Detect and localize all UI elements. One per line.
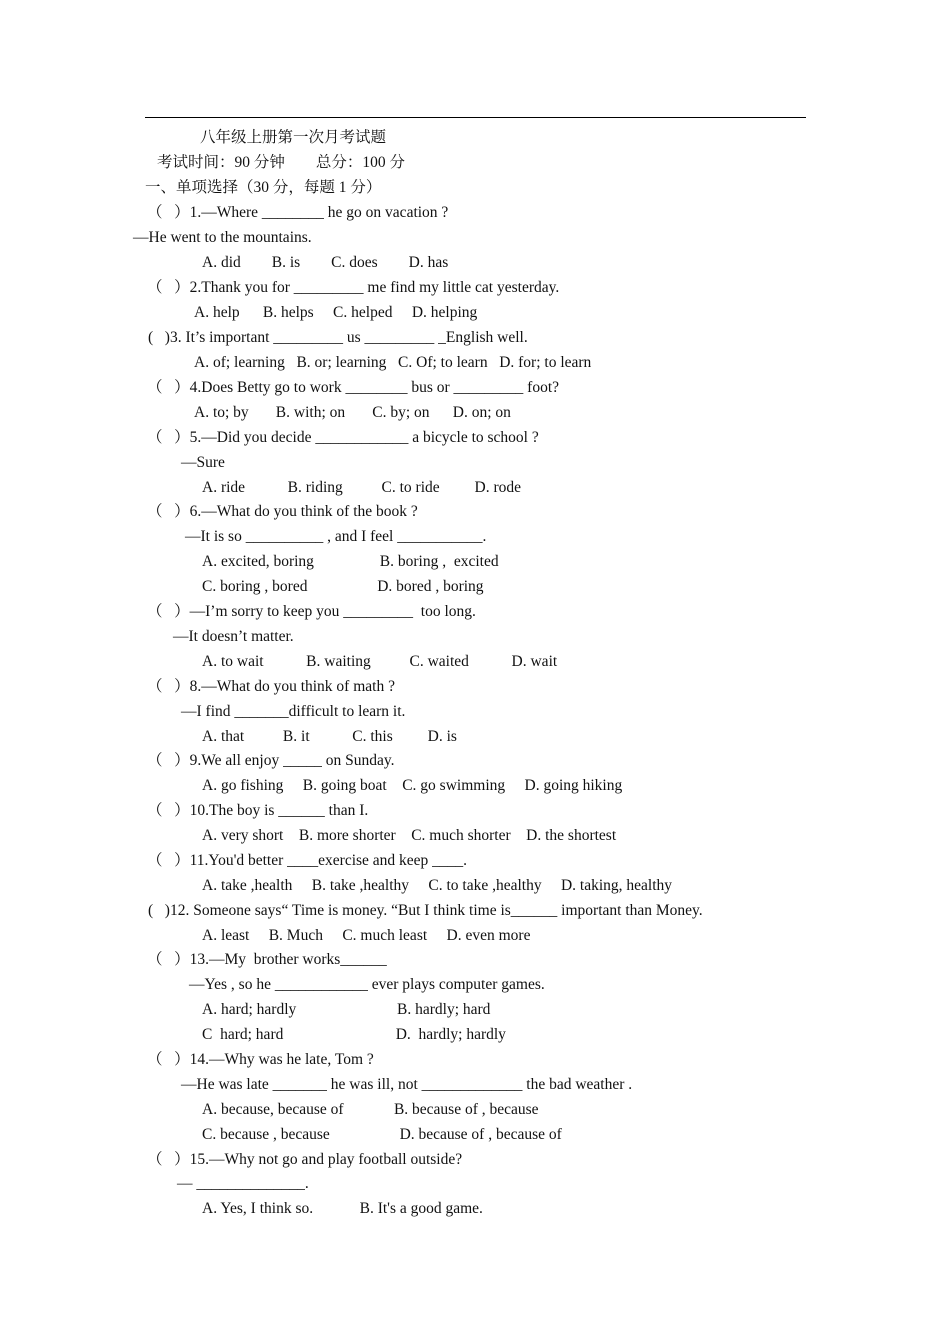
options-line: A. go fishing B. going boat C. go swimming D. going hiking <box>202 777 623 794</box>
options-line: A. excited, boring B. boring , excited <box>202 553 499 570</box>
options-line: A. Yes, I think so. B. It's a good game. <box>202 1200 483 1217</box>
question-line: （ ）14.—Why was he late, Tom ? <box>147 1051 374 1068</box>
question-line: ( )3. It’s important _________ us _________ _English well. <box>148 329 528 346</box>
options-line: A. of; learning B. or; learning C. Of; to learn D. for; to learn <box>194 354 592 371</box>
question-line: —I find _______difficult to learn it. <box>181 703 406 720</box>
options-line: A. that B. it C. this D. is <box>202 728 457 745</box>
question-line: ( )12. Someone says“ Time is money. “But I think time is______ important than Money. <box>148 902 703 919</box>
question-line: （ ）15.—Why not go and play football outside? <box>147 1151 463 1168</box>
options-line: A. help B. helps C. helped D. helping <box>194 304 478 321</box>
options-line: A. very short B. more shorter C. much shorter D. the shortest <box>202 827 617 844</box>
options-line: A. least B. Much C. much least D. even more <box>202 927 531 944</box>
question-line: （ ）13.—My brother works______ <box>147 951 387 968</box>
question-line: （ ）11.You'd better ____exercise and keep ____. <box>147 852 468 869</box>
options-line: C. because , because D. because of , because of <box>202 1126 562 1143</box>
question-line: —He went to the mountains. <box>133 229 312 246</box>
options-line: C hard; hard D. hardly; hardly <box>202 1026 506 1043</box>
options-line: A. hard; hardly B. hardly; hard <box>202 1001 491 1018</box>
exam-time-score: 考试时间：90 分钟 总分：100 分 <box>157 154 406 171</box>
question-line: （ ）6.—What do you think of the book ? <box>147 503 418 520</box>
question-line: （ ）1.—Where ________ he go on vacation ? <box>147 204 449 221</box>
options-line: A. did B. is C. does D. has <box>202 254 449 271</box>
options-line: C. boring , bored D. bored , boring <box>202 578 484 595</box>
options-line: A. to wait B. waiting C. waited D. wait <box>202 653 558 670</box>
options-line: A. because, because of B. because of , because <box>202 1101 539 1118</box>
question-line: （ ）4.Does Betty go to work ________ bus or _________ foot? <box>147 379 560 396</box>
question-line: （ ）5.—Did you decide ____________ a bicycle to school ? <box>147 429 539 446</box>
question-line: — ______________. <box>177 1175 309 1192</box>
question-line: —He was late _______ he was ill, not _____________ the bad weather . <box>181 1076 633 1093</box>
options-line: A. take ,health B. take ,healthy C. to take ,healthy D. taking, healthy <box>202 877 673 894</box>
question-line: —Yes , so he ____________ ever plays computer games. <box>189 976 545 993</box>
question-line: （ ）10.The boy is ______ than I. <box>147 802 369 819</box>
question-line: （ ）2.Thank you for _________ me find my little cat yesterday. <box>147 279 560 296</box>
question-line: （ ）9.We all enjoy _____ on Sunday. <box>147 752 395 769</box>
question-line: —It is so __________ , and I feel ___________. <box>185 528 487 545</box>
section-heading: 一、单项选择（30 分，每题 1 分） <box>145 179 382 196</box>
question-line: （ ）—I’m sorry to keep you _________ too long. <box>147 603 476 620</box>
question-line: —Sure <box>181 454 225 471</box>
question-line: —It doesn’t matter. <box>173 628 294 645</box>
question-line: （ ）8.—What do you think of math ? <box>147 678 395 695</box>
top-rule <box>145 117 806 118</box>
exam-title: 八年级上册第一次月考试题 <box>200 129 387 146</box>
options-line: A. ride B. riding C. to ride D. rode <box>202 479 522 496</box>
options-line: A. to; by B. with; on C. by; on D. on; on <box>194 404 511 421</box>
